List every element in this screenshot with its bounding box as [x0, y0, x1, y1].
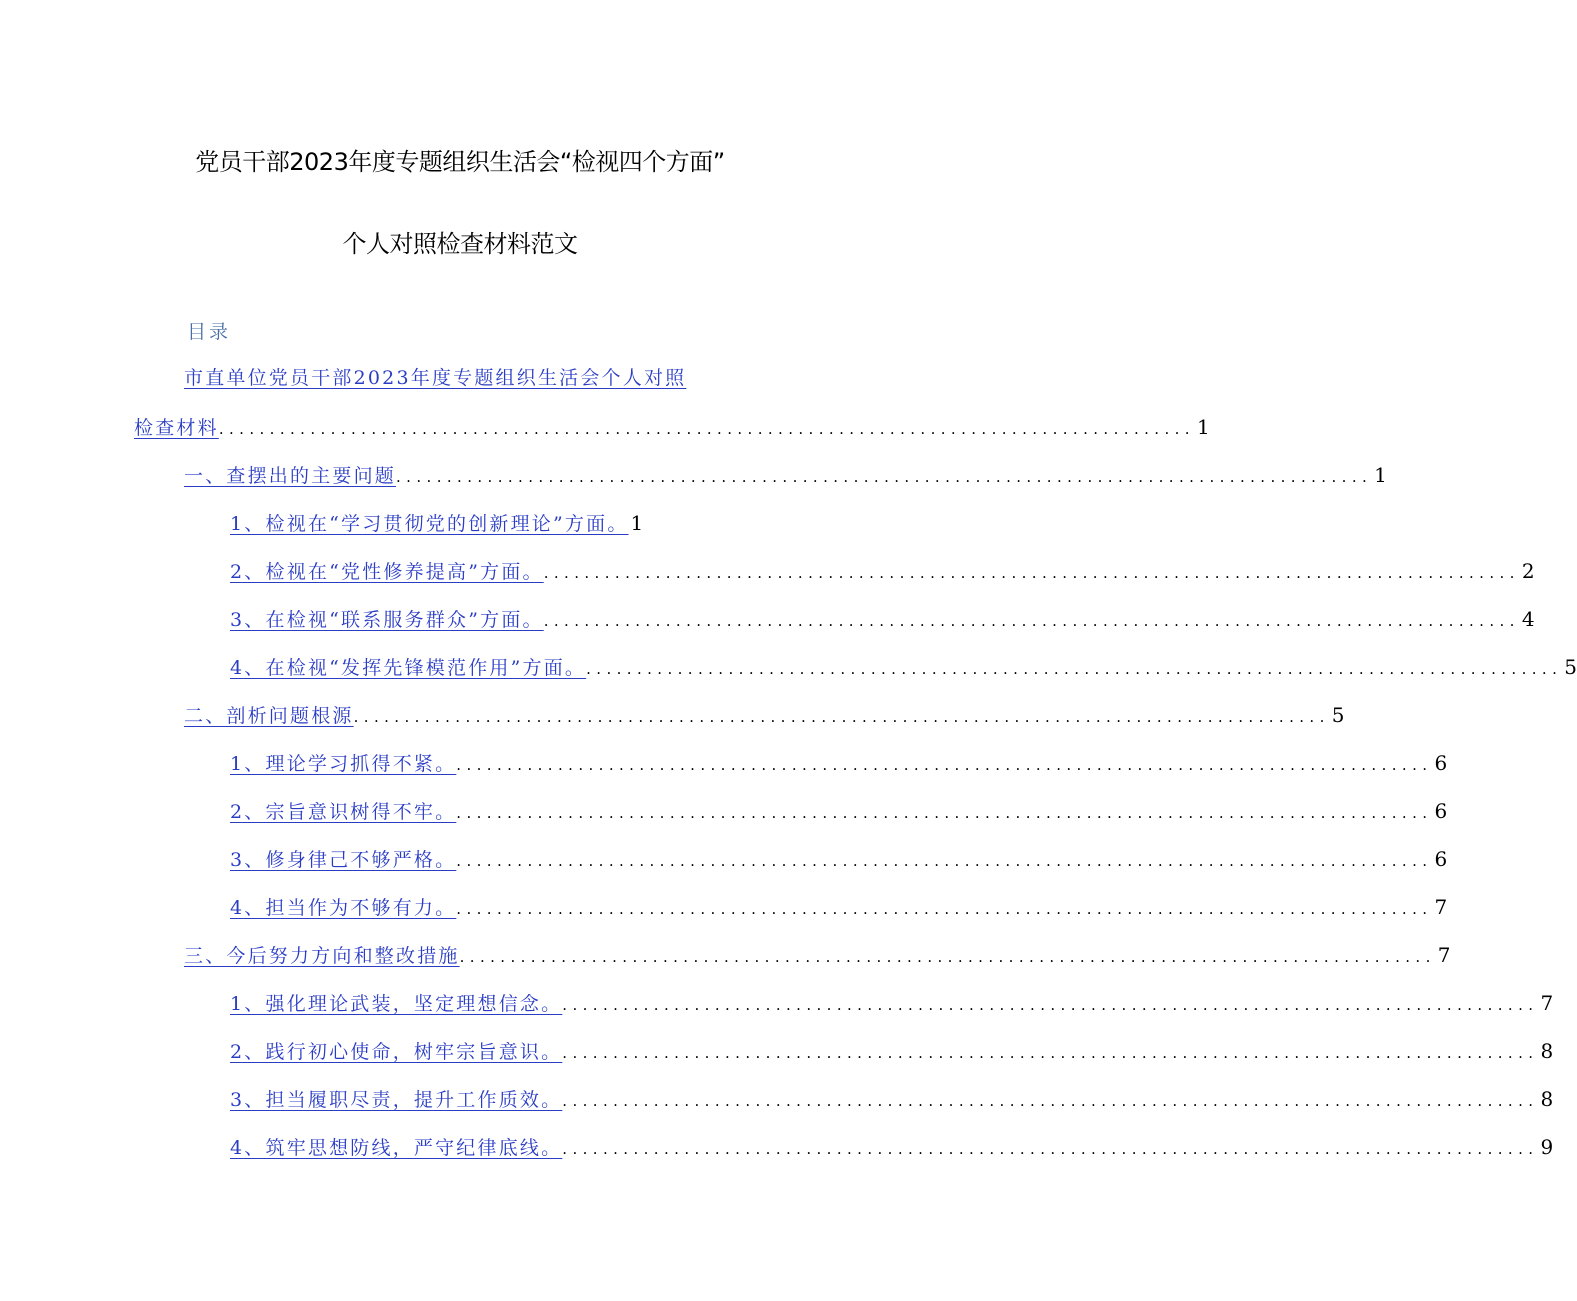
- toc-entry-link[interactable]: 4、在检视“发挥先锋模范作用”方面。: [230, 657, 587, 679]
- toc-entry-section-3[interactable]: [184, 940, 1451, 970]
- dot-leader: ................................................................................................: [562, 1140, 1539, 1158]
- toc-entry-3-2[interactable]: [230, 1036, 1554, 1066]
- toc-entry-link[interactable]: 1、检视在“学习贯彻党的创新理论”方面。: [230, 513, 629, 535]
- toc-entry-link[interactable]: 三、今后努力方向和整改措施: [184, 945, 460, 967]
- dot-leader: ................................................................................................: [456, 804, 1433, 822]
- page-number: 8: [1540, 1039, 1554, 1063]
- toc-entry-2-2[interactable]: [230, 796, 1448, 826]
- page-number: 6: [1434, 751, 1448, 775]
- toc-entry-section-1[interactable]: [184, 460, 1387, 490]
- dot-leader: ................................................................................................: [543, 564, 1520, 582]
- dot-leader: ................................................................................................: [562, 1044, 1539, 1062]
- page-number: 4: [1521, 607, 1535, 631]
- dot-leader: ................................................................................................: [353, 708, 1330, 726]
- toc-entry-link[interactable]: 4、筑牢思想防线，严守纪律底线。: [230, 1137, 563, 1159]
- toc-entry-link[interactable]: 二、剖析问题根源: [184, 705, 354, 727]
- toc-main-title-link[interactable]: 市直单位党员干部2023年度专题组织生活会个人对照: [184, 367, 687, 389]
- toc-entry-link[interactable]: 3、修身律己不够严格。: [230, 849, 457, 871]
- toc-entry-2-3[interactable]: [230, 844, 1448, 874]
- dot-leader: ................................................................................................: [456, 756, 1433, 774]
- page-number: 9: [1540, 1135, 1554, 1159]
- toc-entry-1-4[interactable]: [230, 652, 1577, 682]
- dot-leader: ................................................................................................: [218, 420, 1195, 438]
- toc-entry-main[interactable]: [134, 412, 1210, 442]
- toc-entry-link[interactable]: 1、理论学习抓得不紧。: [230, 753, 457, 775]
- document-title-line-1: 党员干部2023年度专题组织生活会“检视四个方面”: [195, 148, 725, 176]
- page-number: 6: [1434, 799, 1448, 823]
- dot-leader: ................................................................................................: [562, 1092, 1539, 1110]
- toc-entry-link[interactable]: 3、在检视“联系服务群众”方面。: [230, 609, 544, 631]
- page-number: 8: [1540, 1087, 1554, 1111]
- dot-leader: ................................................................................................: [586, 660, 1563, 678]
- toc-heading: 目录: [187, 321, 232, 343]
- page-number: 2: [1521, 559, 1535, 583]
- page-number: 1: [630, 511, 644, 535]
- dot-leader: ................................................................................................: [562, 996, 1539, 1014]
- document-title-line-2: 个人对照检查材料范文: [342, 230, 578, 258]
- toc-main-title[interactable]: [184, 363, 784, 393]
- toc-entry-link[interactable]: 一、查摆出的主要问题: [184, 465, 397, 487]
- page-number: 1: [1196, 415, 1210, 439]
- page-number: 1: [1374, 463, 1387, 487]
- toc-entry-link[interactable]: 检查材料: [134, 417, 219, 439]
- toc-entry-1-2[interactable]: [230, 556, 1535, 586]
- toc-entry-link[interactable]: 2、检视在“党性修养提高”方面。: [230, 561, 544, 583]
- page-number: 5: [1331, 703, 1345, 727]
- dot-leader: ................................................................................................: [456, 852, 1433, 870]
- toc-entry-1-1[interactable]: [230, 508, 643, 538]
- toc-entry-1-3[interactable]: [230, 604, 1535, 634]
- dot-leader: ................................................................................................: [456, 900, 1433, 918]
- page-number: 7: [1434, 895, 1448, 919]
- toc-entry-link[interactable]: 3、担当履职尽责，提升工作质效。: [230, 1089, 563, 1111]
- toc-entry-3-1[interactable]: [230, 988, 1554, 1018]
- toc-entry-link[interactable]: 4、担当作为不够有力。: [230, 897, 457, 919]
- page-number: 5: [1564, 655, 1577, 679]
- dot-leader: ................................................................................................: [396, 468, 1373, 486]
- dot-leader: ................................................................................................: [459, 948, 1436, 966]
- toc-entry-link[interactable]: 2、宗旨意识树得不牢。: [230, 801, 457, 823]
- page-number: 7: [1437, 943, 1451, 967]
- toc-entry-2-1[interactable]: [230, 748, 1448, 778]
- dot-leader: ................................................................................................: [543, 612, 1520, 630]
- toc-entry-link[interactable]: 2、践行初心使命，树牢宗旨意识。: [230, 1041, 563, 1063]
- page-number: 7: [1540, 991, 1554, 1015]
- toc-entry-2-4[interactable]: [230, 892, 1448, 922]
- toc-entry-3-4[interactable]: [230, 1132, 1554, 1162]
- toc-entry-section-2[interactable]: [184, 700, 1345, 730]
- toc-entry-3-3[interactable]: [230, 1084, 1554, 1114]
- page-number: 6: [1434, 847, 1448, 871]
- toc-entry-link[interactable]: 1、强化理论武装，坚定理想信念。: [230, 993, 563, 1015]
